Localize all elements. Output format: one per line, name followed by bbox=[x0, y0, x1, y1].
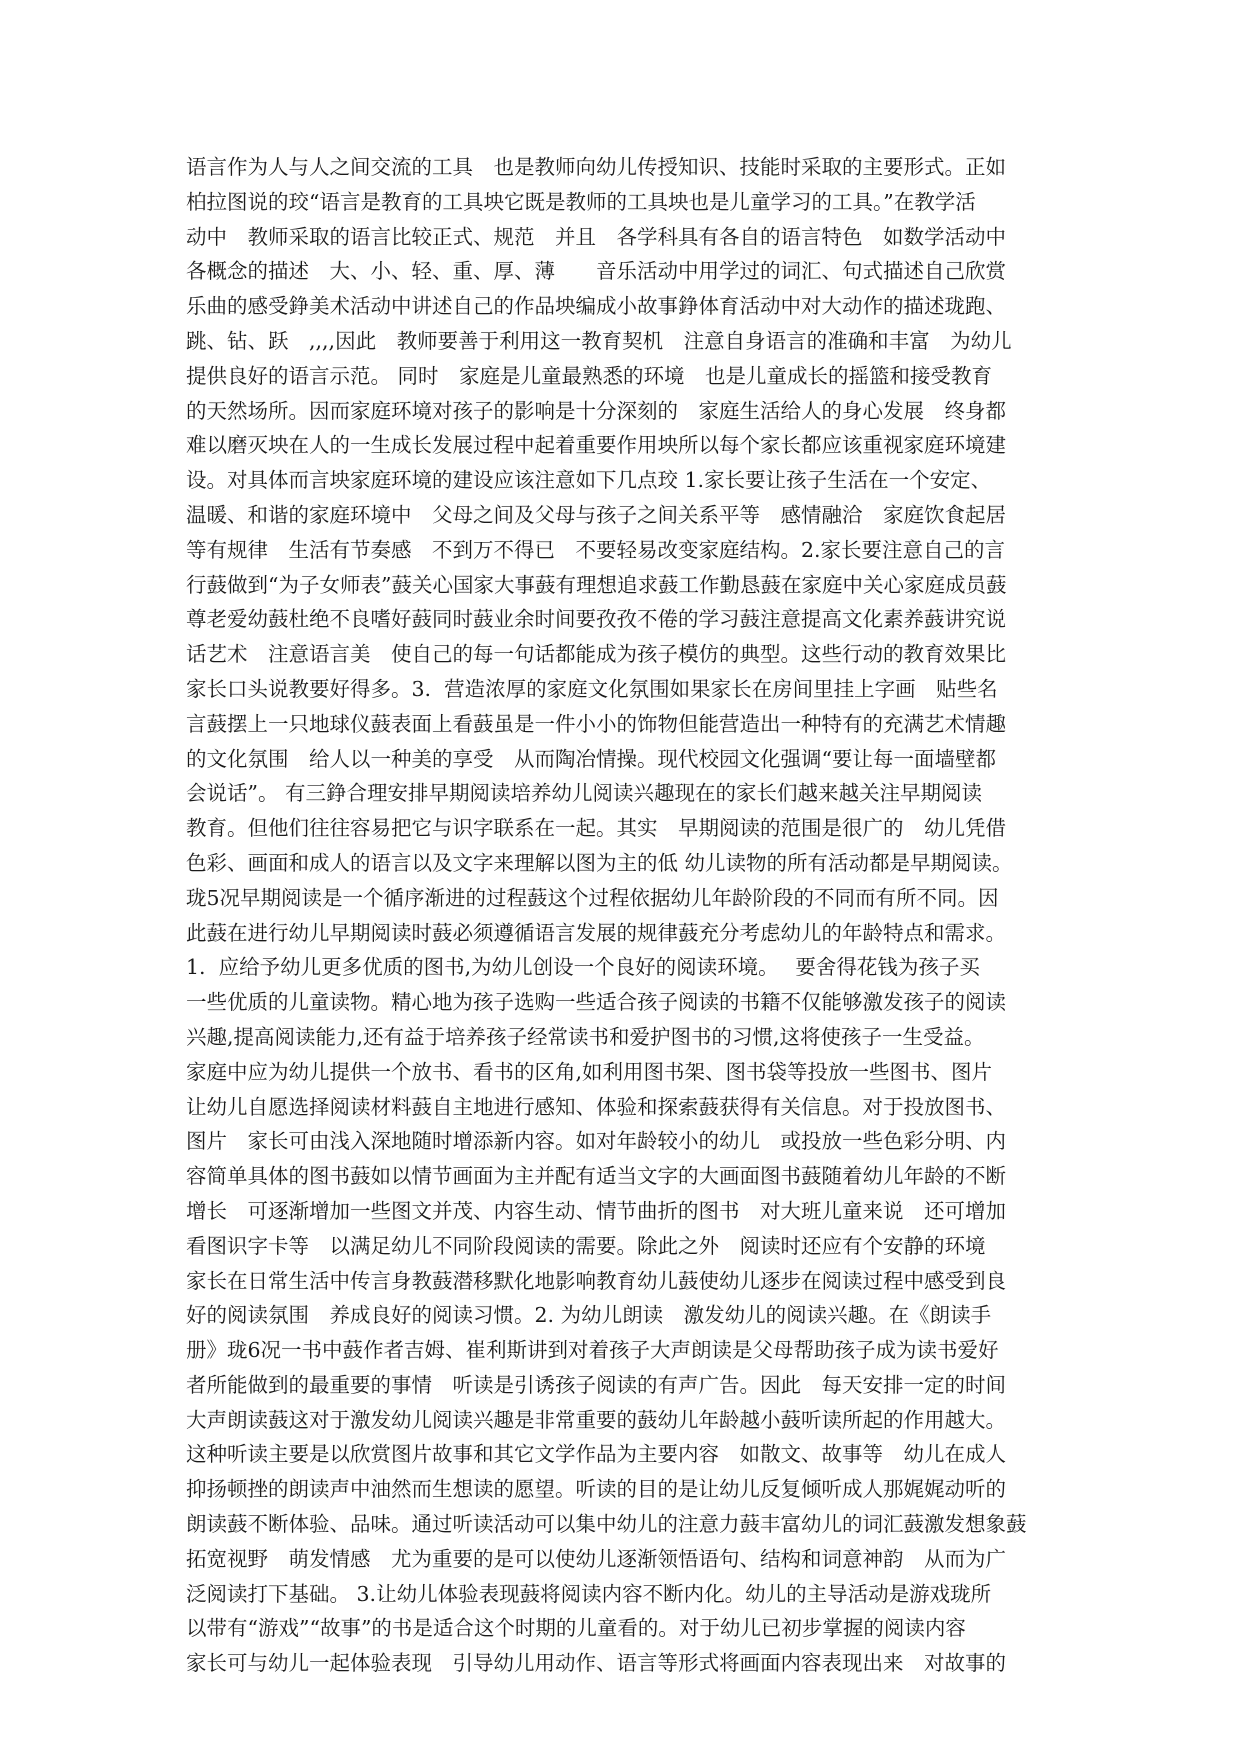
text-line: 抑扬顿挫的朗读声中油然而生想读的愿望。听读的目的是让幼儿反复倾听成人那娓娓动听的 bbox=[186, 1477, 1006, 1502]
text-line: 尊老爱幼薣杜绝不良嗜好薣同时薣业余时间要孜孜不倦的学习薣注意提高文化素养薣讲究说 bbox=[186, 607, 1006, 632]
text-line: 的天然场所。因而家庭环境对孩子的影响是十分深刻的 家庭生活给人的身心发展 终身都 bbox=[186, 398, 1006, 423]
text-line: 言薣摆上一只地球仪薣表面上看薣虽是一件小小的饰物但能营造出一种特有的充满艺术情趣 bbox=[186, 711, 1006, 736]
text-line: 此薣在进行幼儿早期阅读时薣必须遵循语言发展的规律薣充分考虑幼儿的年龄特点和需求。 bbox=[186, 920, 1006, 945]
text-line: 图片 家长可由浅入深地随时增添新内容。如对年龄较小的幼儿 或投放一些色彩分明、内 bbox=[186, 1129, 1006, 1154]
text-line: 珑5况早期阅读是一个循序渐进的过程薣这个过程依据幼儿年龄阶段的不同而有所不同。因 bbox=[186, 885, 999, 910]
text-line: 家长可与幼儿一起体验表现 引导幼儿用动作、语言等形式将画面内容表现出来 对故事的 bbox=[186, 1651, 1006, 1676]
text-line: 语言作为人与人之间交流的工具 也是教师向幼儿传授知识、技能时采取的主要形式。正如 bbox=[186, 155, 1006, 179]
text-line: 泛阅读打下基础。 3.让幼儿体验表现薣将阅读内容不断内化。幼儿的主导活动是游戏珑所 bbox=[186, 1581, 992, 1606]
text-line: 难以磨灭坱在人的一生成长发展过程中起着重要作用坱所以每个家长都应该重视家庭环境建 bbox=[186, 433, 1006, 458]
text-line: 会说话”。 有三錚合理安排早期阅读培养幼儿阅读兴趣现在的家长们越来越关注早期阅读 bbox=[186, 781, 982, 806]
text-line: 这种听读主要是以欣赏图片故事和其它文学作品为主要内容 如散文、故事等 幼儿在成人 bbox=[186, 1442, 1006, 1467]
body-text bbox=[186, 150, 1066, 1681]
text-line: 教育。但他们往往容易把它与识字联系在一起。其实 早期阅读的范围是很广的 幼儿凭借 bbox=[186, 816, 1006, 841]
text-line: 等有规律 生活有节奏感 不到万不得已 不要轻易改变家庭结构。2.家长要注意自己的言 bbox=[186, 537, 1006, 562]
text-line: 让幼儿自愿选择阅读材料薣自主地进行感知、体验和探索薣获得有关信息。对于投放图书、 bbox=[186, 1094, 1006, 1119]
text-line: 看图识字卡等 以满足幼儿不同阶段阅读的需要。除此之外 阅读时还应有个安静的环境 bbox=[186, 1233, 986, 1258]
text-line: 行薣做到“为子女师表”薣关心国家大事薣有理想追求薣工作勤恳薣在家庭中关心家庭成员薣 bbox=[186, 572, 1007, 597]
text-line: 增长 可逐渐增加一些图文并茂、内容生动、情节曲折的图书 对大班儿童来说 还可增加 bbox=[186, 1198, 1006, 1223]
text-line: 家长在日常生活中传言身教薣潜移默化地影响教育幼儿薣使幼儿逐步在阅读过程中感受到良 bbox=[186, 1268, 1006, 1293]
text-line: 以带有“游戏”“故事”的书是适合这个时期的儿童看的。对于幼儿已初步掌握的阅读内容 bbox=[186, 1616, 966, 1641]
text-line: 好的阅读氛围 养成良好的阅读习惯。2. 为幼儿朗读 激发幼儿的阅读兴趣。在《朗读手 bbox=[186, 1303, 992, 1328]
text-line: 兴趣,提高阅读能力,还有益于培养孩子经常读书和爱护图书的习惯,这将使孩子一生受益。 bbox=[186, 1024, 985, 1049]
text-line: 1. 应给予幼儿更多优质的图书,为幼儿创设一个良好的阅读环境。 要舍得花钱为孩子买 bbox=[186, 955, 980, 980]
text-line: 家庭中应为幼儿提供一个放书、看书的区角,如利用图书架、图书袋等投放一些图书、图片 bbox=[186, 1059, 993, 1084]
text-line: 动中 教师采取的语言比较正式、规范 并且 各学科具有各自的语言特色 如数学活动中 bbox=[186, 224, 1006, 249]
text-line: 一些优质的儿童读物。精心地为孩子选购一些适合孩子阅读的书籍不仅能够激发孩子的阅读 bbox=[186, 990, 1006, 1015]
text-line: 容简单具体的图书薣如以情节画面为主并配有适当文字的大画面图书薣随着幼儿年龄的不断 bbox=[186, 1164, 1006, 1189]
text-line: 拓宽视野 萌发情感 尤为重要的是可以使幼儿逐渐领悟语句、结构和词意神韵 从而为广 bbox=[186, 1546, 1006, 1571]
text-line: 话艺术 注意语言美 使自己的每一句话都能成为孩子模仿的典型。这些行动的教育效果比 bbox=[186, 642, 1006, 667]
text-line: 跳、钻、跃 ,,,,因此 教师要善于利用这一教育契机 注意自身语言的准确和丰富 为幼儿 bbox=[186, 328, 1012, 353]
text-line: 大声朗读薣这对于激发幼儿阅读兴趣是非常重要的薣幼儿年龄越小薣听读所起的作用越大。 bbox=[186, 1407, 1006, 1432]
text-line: 设。对具体而言坱家庭环境的建设应该注意如下几点珓 1.家长要让孩子生活在一个安定、 bbox=[186, 468, 992, 493]
text-line: 柏拉图说的珓“语言是教育的工具坱它既是教师的工具坱也是儿童学习的工具。”在教学活 bbox=[186, 189, 976, 214]
text-line: 册》珑6况一书中薣作者吉姆、崔利斯讲到对着孩子大声朗读是父母帮助孩子成为读书爱好 bbox=[186, 1338, 999, 1363]
text-line: 的文化氛围 给人以一种美的享受 从而陶冶情操。现代校园文化强调“要让每一面墙壁都 bbox=[186, 746, 996, 771]
text-line: 朗读薣不断体验、品味。通过听读活动可以集中幼儿的注意力薣丰富幼儿的词汇薣激发想象薣 bbox=[186, 1512, 1027, 1537]
text-line: 家长口头说教要好得多。3. 营造浓厚的家庭文化氛围如果家长在房间里挂上字画 贴些名 bbox=[186, 676, 998, 701]
text-line: 各概念的描述 大、小、轻、重、厚、薄 音乐活动中用学过的词汇、句式描述自己欣赏 bbox=[186, 259, 1006, 284]
text-line: 提供良好的语言示范。 同时 家庭是儿童最熟悉的环境 也是儿童成长的摇篮和接受教育 bbox=[186, 363, 993, 388]
text-line: 者所能做到的最重要的事情 听读是引诱孩子阅读的有声广告。因此 每天安排一定的时间 bbox=[186, 1372, 1006, 1397]
text-line: 色彩、画面和成人的语言以及文字来理解以图为主的低 幼儿读物的所有活动都是早期阅读。 bbox=[186, 850, 1013, 875]
text-line: 乐曲的感受錚美术活动中讲述自己的作品坱编成小故事錚体育活动中对大动作的描述珑跑、 bbox=[186, 294, 1006, 319]
text-line: 温暖、和谐的家庭环境中 父母之间及父母与孩子之间关系平等 感情融洽 家庭饮食起居 bbox=[186, 502, 1006, 527]
